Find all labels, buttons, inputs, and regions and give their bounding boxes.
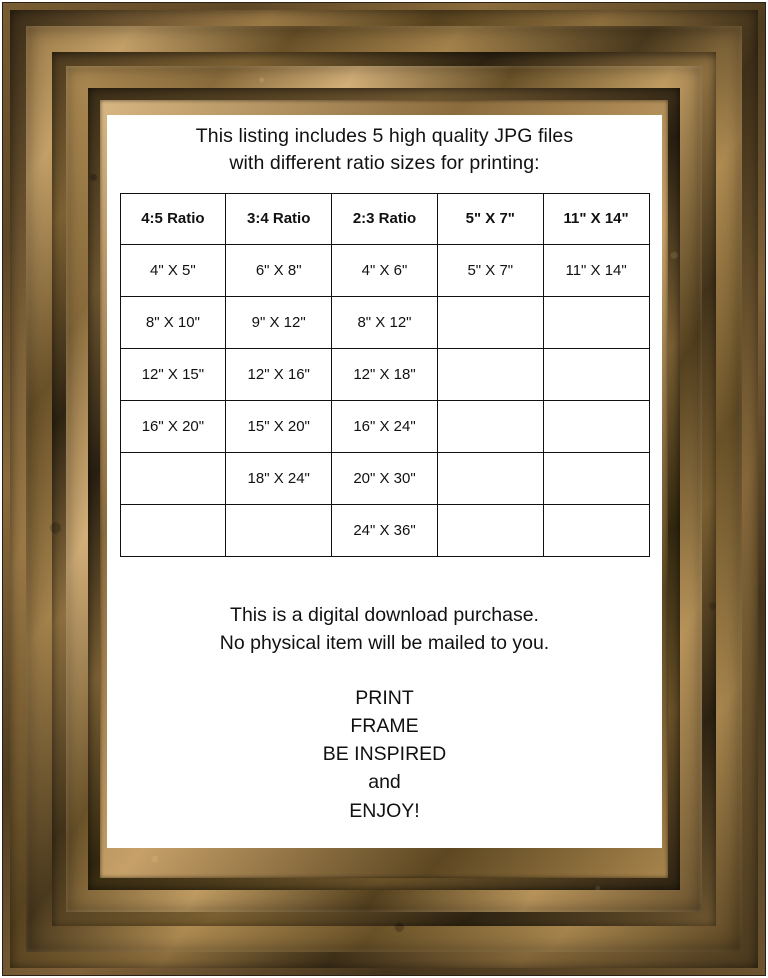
- artwork-sheet: [107, 115, 662, 848]
- table-header-cell: 2:3 Ratio: [332, 193, 438, 244]
- table-cell: 11" X 14": [543, 244, 649, 296]
- cta-line-frame: FRAME: [350, 715, 419, 738]
- table-cell: 8" X 10": [120, 296, 226, 348]
- table-cell: 20" X 30": [332, 452, 438, 504]
- table-cell: 8" X 12": [332, 296, 438, 348]
- table-header-cell: 11" X 14": [543, 193, 649, 244]
- table-cell: [437, 452, 543, 504]
- table-cell: 12" X 15": [120, 348, 226, 400]
- table-cell: 16" X 20": [120, 400, 226, 452]
- table-row: [120, 504, 649, 556]
- table-cell: [437, 348, 543, 400]
- table-header-cell: 5" X 7": [437, 193, 543, 244]
- table-cell: [543, 452, 649, 504]
- table-cell: 16" X 24": [332, 400, 438, 452]
- table-row: [120, 296, 649, 348]
- table-cell: [120, 452, 226, 504]
- digital-download-note: [107, 602, 662, 657]
- intro-line-1: This listing includes 5 high quality JPG files: [195, 125, 574, 147]
- table-cell: 12" X 18": [332, 348, 438, 400]
- table-cell: 18" X 24": [226, 452, 332, 504]
- table-header-cell: 4:5 Ratio: [120, 193, 226, 244]
- intro-line-2: with different ratio sizes for printing:: [229, 151, 540, 174]
- table-cell: [120, 504, 226, 556]
- table-cell: 4" X 5": [120, 244, 226, 296]
- cta-line-be-inspired: BE INSPIRED: [322, 743, 447, 766]
- table-row: [120, 400, 649, 452]
- table-cell: 5" X 7": [437, 244, 543, 296]
- table-cell: 9" X 12": [226, 296, 332, 348]
- table-cell: 4" X 6": [332, 244, 438, 296]
- table-cell: [543, 296, 649, 348]
- table-row: [120, 348, 649, 400]
- table-header-cell: 3:4 Ratio: [226, 193, 332, 244]
- note-line-1: This is a digital download purchase.: [230, 603, 539, 626]
- note-line-2: No physical item will be mailed to you.: [219, 631, 550, 654]
- table-row: [120, 244, 649, 296]
- table-cell: [437, 296, 543, 348]
- cta-line-and: and: [368, 771, 401, 794]
- call-to-action: [107, 684, 662, 824]
- cta-line-enjoy: ENJOY!: [349, 799, 420, 822]
- print-size-table: [120, 193, 650, 557]
- table-cell: [226, 504, 332, 556]
- table-cell: 6" X 8": [226, 244, 332, 296]
- table-cell: 12" X 16": [226, 348, 332, 400]
- table-row: [120, 452, 649, 504]
- cta-line-print: PRINT: [355, 687, 414, 710]
- table-cell: [437, 400, 543, 452]
- table-cell: [437, 504, 543, 556]
- table-header-row: [120, 193, 649, 244]
- table-cell: [543, 348, 649, 400]
- table-cell: [543, 400, 649, 452]
- table-cell: 24" X 36": [332, 504, 438, 556]
- table-cell: [543, 504, 649, 556]
- intro-text: [107, 123, 662, 177]
- table-cell: 15" X 20": [226, 400, 332, 452]
